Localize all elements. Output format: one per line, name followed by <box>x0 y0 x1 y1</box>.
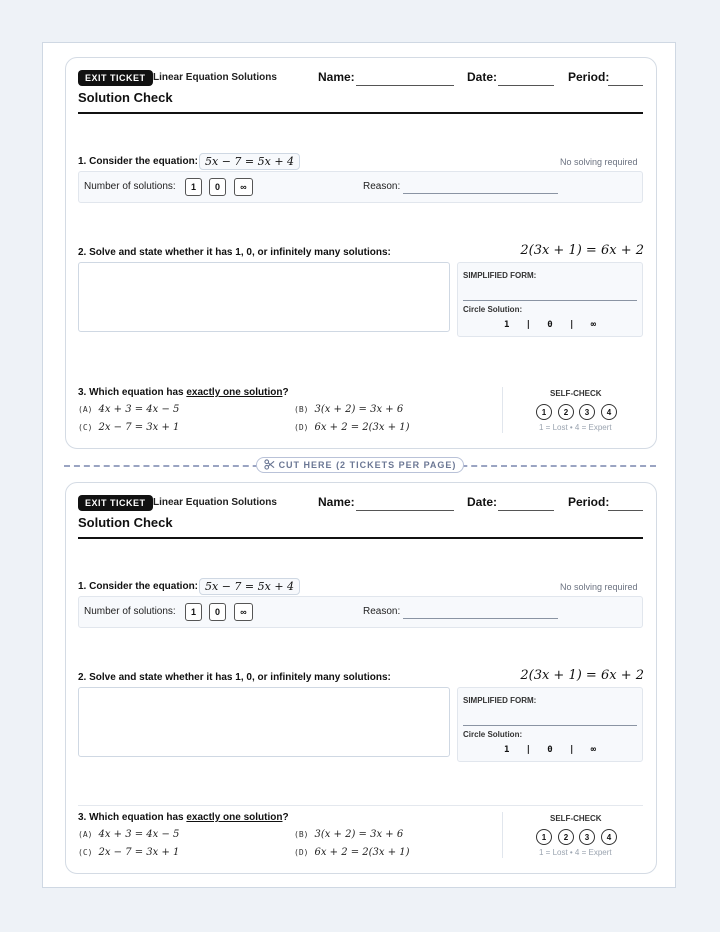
period-field[interactable] <box>608 72 643 86</box>
date-field[interactable] <box>498 72 554 86</box>
self-check-legend: 1 = Lost • 4 = Expert <box>539 423 612 432</box>
question-1-note: No solving required <box>560 157 638 167</box>
question-2-label: 2. Solve and state whether it has 1, 0, or infinitely many solutions: <box>78 247 391 258</box>
self-check-divider <box>502 812 503 858</box>
self-check-level-1[interactable]: 1 <box>536 829 552 845</box>
reason-label: Reason: <box>363 606 401 617</box>
self-check-level-3[interactable]: 3 <box>579 829 595 845</box>
self-check-level-3[interactable]: 3 <box>579 404 595 420</box>
section-divider <box>78 805 643 806</box>
reason-label: Reason: <box>363 181 401 192</box>
name-label: Name: <box>318 495 355 509</box>
question-2-work-area[interactable] <box>78 687 450 757</box>
self-check-legend: 1 = Lost • 4 = Expert <box>539 848 612 857</box>
name-field[interactable] <box>356 497 454 511</box>
cut-here-text: CUT HERE (2 TICKETS PER PAGE) <box>278 460 457 470</box>
question-1-label: 1. Consider the equation: <box>78 581 199 592</box>
title-rule <box>78 112 643 114</box>
option-d[interactable]: (D) 6x + 2 = 2(3x + 1) <box>294 847 410 858</box>
scissors-icon <box>264 459 275 470</box>
period-label: Period: <box>568 495 610 509</box>
cut-here-label <box>256 457 464 473</box>
title-rule <box>78 537 643 539</box>
option-c[interactable]: (C) 2x − 7 = 3x + 1 <box>78 422 180 433</box>
period-field[interactable] <box>608 497 643 511</box>
option-c[interactable]: (C) 2x − 7 = 3x + 1 <box>78 847 180 858</box>
question-1-note: No solving required <box>560 582 638 592</box>
simplified-form-field[interactable] <box>463 725 637 726</box>
self-check-level-4[interactable]: 4 <box>601 829 617 845</box>
exit-ticket-badge: EXIT TICKET <box>78 70 153 86</box>
self-check-label: SELF-CHECK <box>550 814 602 823</box>
question-1-answer-band <box>78 171 643 203</box>
exit-ticket-badge: EXIT TICKET <box>78 495 153 511</box>
self-check-level-1[interactable]: 1 <box>536 404 552 420</box>
exit-ticket-2 <box>65 482 657 874</box>
date-label: Date: <box>467 70 498 84</box>
ticket-title: Solution Check <box>78 515 173 530</box>
self-check-label: SELF-CHECK <box>550 389 602 398</box>
solution-chip-zero[interactable]: 0 <box>209 178 226 196</box>
option-b[interactable]: (B) 3(x + 2) = 3x + 6 <box>294 404 404 415</box>
question-3-label: 3. Which equation has exactly one solution? <box>78 387 289 398</box>
question-2-equation: 2(3x + 1) = 6x + 2 <box>520 243 644 258</box>
solution-count-label: Number of solutions: <box>84 181 176 192</box>
ticket-topic: Linear Equation Solutions <box>153 497 277 508</box>
question-1-answer-band <box>78 596 643 628</box>
reason-field[interactable] <box>403 182 558 194</box>
solution-chip-infinite[interactable]: ∞ <box>234 603 253 621</box>
question-1-equation: 5x − 7 = 5x + 4 <box>199 578 300 595</box>
question-2-side-panel <box>457 262 643 337</box>
option-d[interactable]: (D) 6x + 2 = 2(3x + 1) <box>294 422 410 433</box>
exit-ticket-1 <box>65 57 657 449</box>
question-2-equation: 2(3x + 1) = 6x + 2 <box>520 668 644 683</box>
solution-chip-zero[interactable]: 0 <box>209 603 226 621</box>
solution-chip-one[interactable]: 1 <box>185 178 202 196</box>
solution-chip-infinite[interactable]: ∞ <box>234 178 253 196</box>
simplified-form-field[interactable] <box>463 300 637 301</box>
option-a[interactable]: (A) 4x + 3 = 4x − 5 <box>78 829 180 840</box>
name-field[interactable] <box>356 72 454 86</box>
date-label: Date: <box>467 495 498 509</box>
circle-solution-options[interactable]: 1 | 0 | ∞ <box>503 320 597 330</box>
circle-solution-label: Circle Solution: <box>463 730 523 739</box>
question-2-side-panel <box>457 687 643 762</box>
solution-chip-one[interactable]: 1 <box>185 603 202 621</box>
option-b[interactable]: (B) 3(x + 2) = 3x + 6 <box>294 829 404 840</box>
circle-solution-options[interactable]: 1 | 0 | ∞ <box>503 745 597 755</box>
solution-count-label: Number of solutions: <box>84 606 176 617</box>
period-label: Period: <box>568 70 610 84</box>
reason-field[interactable] <box>403 607 558 619</box>
ticket-topic: Linear Equation Solutions <box>153 72 277 83</box>
circle-solution-label: Circle Solution: <box>463 305 523 314</box>
name-label: Name: <box>318 70 355 84</box>
ticket-title: Solution Check <box>78 90 173 105</box>
question-2-label: 2. Solve and state whether it has 1, 0, or infinitely many solutions: <box>78 672 391 683</box>
simplified-form-label: SIMPLIFIED FORM: <box>463 271 537 280</box>
simplified-form-label: SIMPLIFIED FORM: <box>463 696 537 705</box>
option-a[interactable]: (A) 4x + 3 = 4x − 5 <box>78 404 180 415</box>
question-1-equation: 5x − 7 = 5x + 4 <box>199 153 300 170</box>
question-3-label: 3. Which equation has exactly one solution? <box>78 812 289 823</box>
self-check-level-2[interactable]: 2 <box>558 404 574 420</box>
date-field[interactable] <box>498 497 554 511</box>
question-2-work-area[interactable] <box>78 262 450 332</box>
self-check-divider <box>502 387 503 433</box>
question-1-label: 1. Consider the equation: <box>78 156 199 167</box>
self-check-level-4[interactable]: 4 <box>601 404 617 420</box>
self-check-level-2[interactable]: 2 <box>558 829 574 845</box>
